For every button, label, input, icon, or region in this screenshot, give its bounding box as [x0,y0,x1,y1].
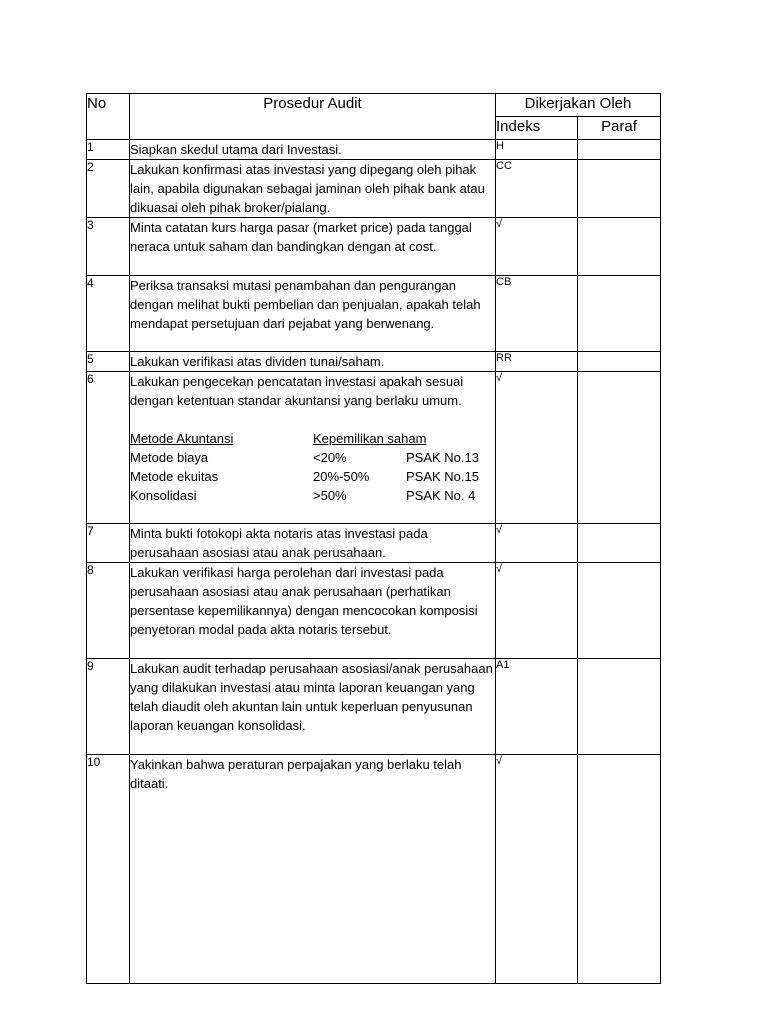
table-row [87,659,661,755]
row-number: 5 [87,352,130,372]
paraf-cell [578,755,661,984]
ownership-range: 20%-50% [313,469,370,484]
header-no: No [87,94,130,140]
paraf-cell [578,659,661,755]
index-code: A1 [496,659,578,755]
ownership-range: >50% [313,488,347,503]
procedure-text: Lakukan pengecekan pencatatan investasi apakah sesuai dengan ketentuan standar akuntansi yang berlaku umum. [130,374,464,408]
procedure-text: Lakukan verifikasi harga perolehan dari investasi pada perusahaan asosiasi atau anak perusahaan (perhatikan persentase kepemilikannya) dengan mencocokan komposisi penyetoran modal pada akta notaris tersebut. [130,563,496,659]
paraf-cell [578,524,661,563]
method-header-label: Metode Akuntansi [130,431,234,446]
procedure-text: Lakukan verifikasi atas dividen tunai/saham. [130,352,496,372]
table-row [87,218,661,276]
psak-reference: PSAK No.13 [406,450,479,465]
method-row [130,448,495,467]
header-prosedur-audit: Prosedur Audit [130,94,496,140]
row-number: 6 [87,372,130,524]
table-row [87,276,661,352]
accounting-method-table [130,429,495,505]
ownership-range: <20% [313,450,347,465]
procedure-cell [130,372,496,524]
index-code: CB [496,276,578,352]
method-name: Konsolidasi [130,488,197,503]
paraf-cell [578,276,661,352]
row-number: 10 [87,755,130,984]
psak-reference: PSAK No.15 [406,469,479,484]
method-name: Metode biaya [130,450,209,465]
header-indeks: Indeks [496,117,578,140]
paraf-cell [578,160,661,218]
row-number: 8 [87,563,130,659]
index-code: √ [496,563,578,659]
table-row [87,372,661,524]
table-row [87,524,661,563]
table-row [87,352,661,372]
audit-procedure-table [86,93,661,984]
method-row [130,467,495,486]
header-paraf: Paraf [578,117,661,140]
index-code: √ [496,372,578,524]
method-row [130,486,495,505]
procedure-text: Yakinkan bahwa peraturan perpajakan yang berlaku telah ditaati. [130,755,496,984]
row-number: 7 [87,524,130,563]
table-row [87,140,661,160]
index-code: √ [496,218,578,276]
procedure-text: Periksa transaksi mutasi penambahan dan pengurangan dengan melihat bukti pembelian dan penjualan, apakah telah mendapat persetujuan dari pejabat yang berwenang. [130,276,496,352]
paraf-cell [578,372,661,524]
index-code: √ [496,524,578,563]
procedure-text: Minta bukti fotokopi akta notaris atas investasi pada perusahaan asosiasi atau anak perusahaan. [130,524,496,563]
row-number: 1 [87,140,130,160]
table-row [87,755,661,984]
paraf-cell [578,140,661,160]
paraf-cell [578,218,661,276]
row-number: 2 [87,160,130,218]
index-code: CC [496,160,578,218]
ownership-header-label: Kepemilikan saham [313,431,427,446]
index-code: RR [496,352,578,372]
row-number: 3 [87,218,130,276]
row-number: 9 [87,659,130,755]
paraf-cell [578,352,661,372]
method-header-row [130,429,495,448]
header-dikerjakan-oleh: Dikerjakan Oleh [496,94,661,117]
row-number: 4 [87,276,130,352]
paraf-cell [578,563,661,659]
index-code: H [496,140,578,160]
procedure-text: Siapkan skedul utama dari Investasi. [130,140,496,160]
table-row [87,563,661,659]
procedure-text: Lakukan audit terhadap perusahaan asosiasi/anak perusahaan yang dilakukan investasi atau minta laporan keuangan yang telah diaudit oleh akuntan lain untuk keperluan penyusunan laporan keuangan konsolidasi. [130,659,496,755]
method-name: Metode ekuitas [130,469,219,484]
table-row [87,160,661,218]
index-code: √ [496,755,578,984]
procedure-text: Minta catatan kurs harga pasar (market price) pada tanggal neraca untuk saham dan bandingkan dengan at cost. [130,218,496,276]
procedure-text: Lakukan konfirmasi atas investasi yang dipegang oleh pihak lain, apabila digunakan sebagai jaminan oleh pihak bank atau dikuasai oleh pihak broker/pialang. [130,160,496,218]
psak-reference: PSAK No. 4 [406,488,476,503]
